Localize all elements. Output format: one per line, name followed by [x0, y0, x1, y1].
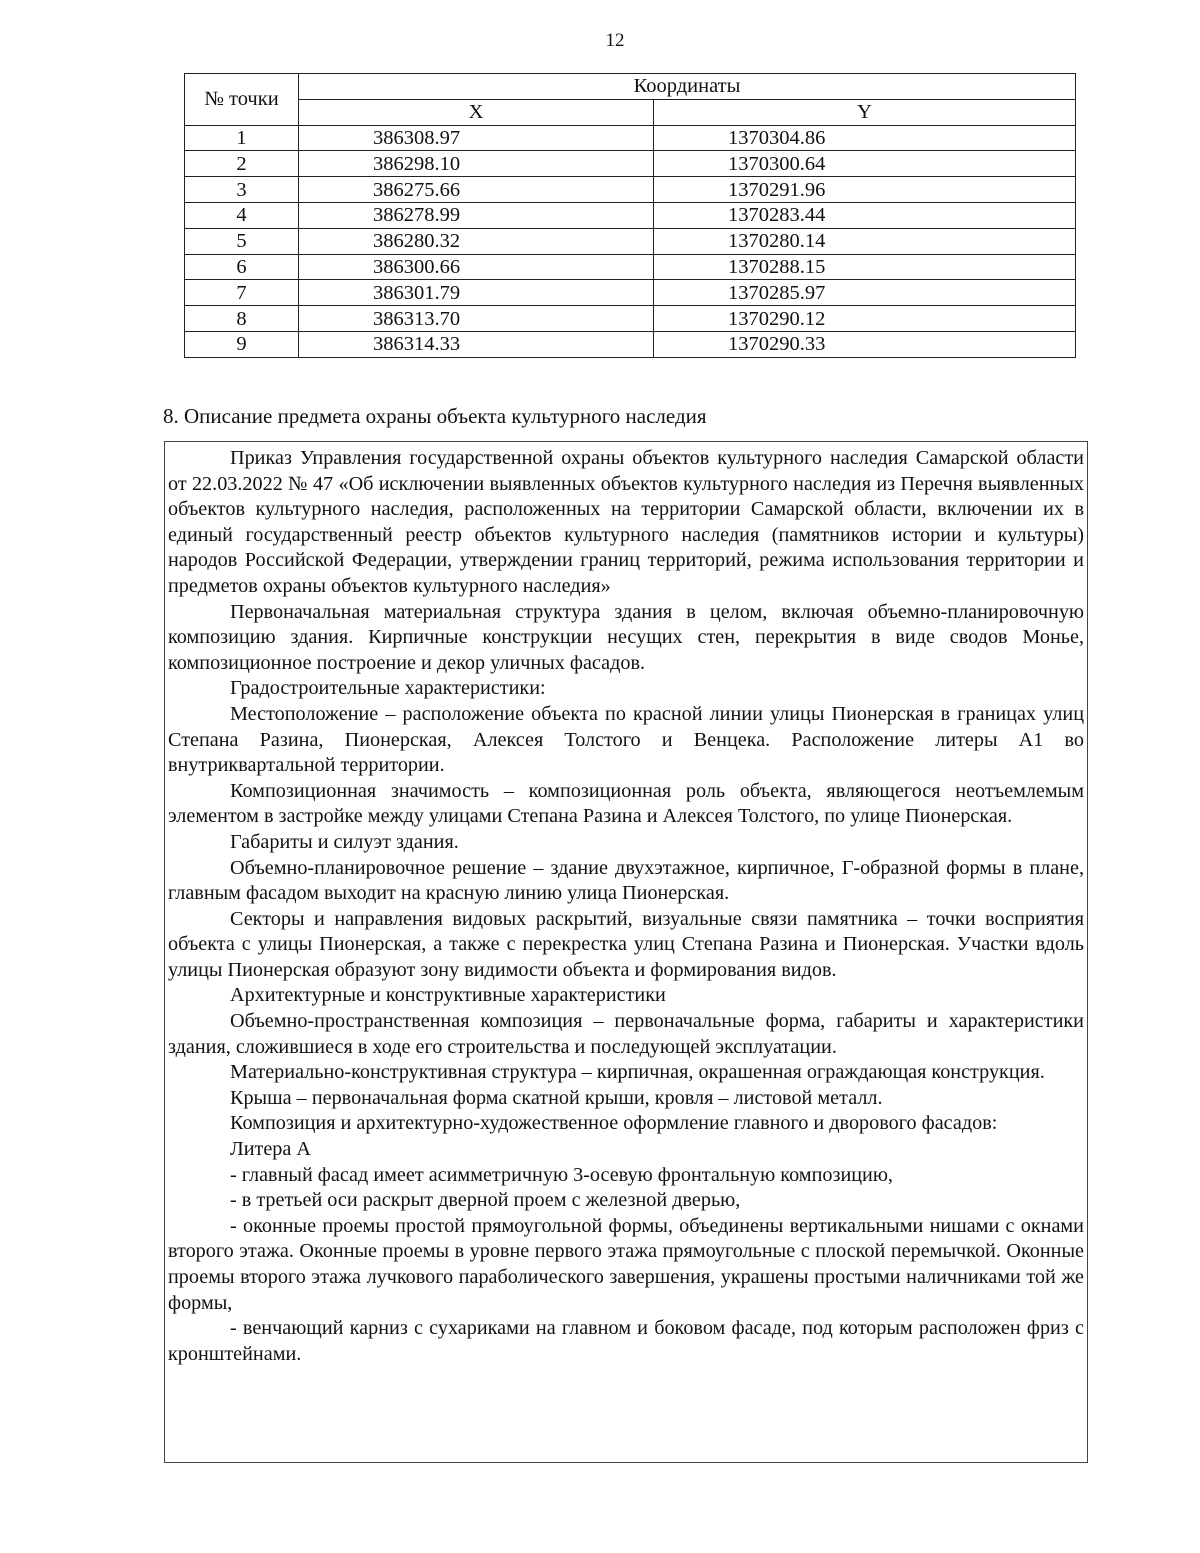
- table-header-row: [185, 74, 1076, 100]
- description-paragraph: Архитектурные и конструктивные характеристики: [230, 984, 666, 1007]
- description-paragraph: Литера А: [230, 1138, 311, 1161]
- x-coordinate-cell: 386314.33: [299, 331, 654, 357]
- protection-subject-description: [164, 441, 1088, 1463]
- description-paragraph: Приказ Управления государственной охраны объектов культурного наследия Самарской области от 22.03.2022 № 47 «Об исключении выявленных объектов культурного наследия из Перечня выявленных объектов культурного наследия, расположенных на территории Самарской области, включении их в единый государственный реестр объектов культурного наследия (памятников истории и культуры) народов Российской Федерации, утверждении границ территорий, режима использования территории и предметов охраны объектов культурного наследия»: [168, 447, 1084, 597]
- description-paragraph: Материально-конструктивная структура – кирпичная, окрашенная ограждающая конструкция.: [230, 1061, 1045, 1084]
- table-row: [185, 202, 1076, 228]
- point-number-cell: 6: [185, 254, 299, 280]
- description-paragraph: - в третьей оси раскрыт дверной проем с железной дверью,: [230, 1189, 741, 1212]
- coordinates-header: Координаты: [299, 74, 1076, 100]
- coordinates-table: [184, 73, 1076, 358]
- point-number-cell: 2: [185, 151, 299, 177]
- table-row: [185, 306, 1076, 332]
- page-number: 12: [605, 30, 625, 51]
- point-number-cell: 3: [185, 177, 299, 203]
- x-header: X: [299, 99, 654, 125]
- y-coordinate-cell: 1370283.44: [654, 202, 1076, 228]
- y-coordinate-cell: 1370280.14: [654, 228, 1076, 254]
- x-coordinate-cell: 386308.97: [299, 125, 654, 151]
- point-number-cell: 8: [185, 306, 299, 332]
- description-paragraph: Объемно-планировочное решение – здание двухэтажное, кирпичное, Г-образной формы в плане, главным фасадом выходит на красную линию улица Пионерская.: [168, 856, 1084, 905]
- description-paragraph: Секторы и направления видовых раскрытий, визуальные связи памятника – точки восприятия объекта с улицы Пионерская, а также с перекрестка улиц Степана Разина и Пионерская. Участки вдоль улицы Пионерская образуют зону видимости объекта и формирования видов.: [168, 907, 1084, 981]
- description-paragraph: Крыша – первоначальная форма скатной крыши, кровля – листовой металл.: [230, 1086, 883, 1109]
- x-coordinate-cell: 386280.32: [299, 228, 654, 254]
- y-coordinate-cell: 1370288.15: [654, 254, 1076, 280]
- description-paragraph: Объемно-пространственная композиция – первоначальные форма, габариты и характеристики здания, сложившиеся в ходе его строительства и последующей эксплуатации.: [168, 1010, 1084, 1058]
- description-paragraph: - главный фасад имеет асимметричную 3-осевую фронтальную композицию,: [230, 1163, 893, 1186]
- description-paragraph: Композиция и архитектурно-художественное оформление главного и дворового фасадов:: [230, 1112, 998, 1135]
- description-paragraph: - оконные проемы простой прямоугольной формы, объединены вертикальными нишами с окнами второго этажа. Оконные проемы в уровне первого этажа прямоугольные с плоской перемычкой. Оконные проемы второго этажа лучкового параболического завершения, украшены простыми наличниками той же формы,: [168, 1214, 1084, 1314]
- description-paragraph: Композиционная значимость – композиционная роль объекта, являющегося неотъемлемым элементом в застройке между улицами Степана Разина и Алексея Толстого, по улице Пионерская.: [168, 779, 1084, 828]
- point-number-header: № точки: [185, 74, 299, 126]
- description-paragraph: - венчающий карниз с сухариками на главном и боковом фасаде, под которым расположен фриз с кронштейнами.: [168, 1317, 1084, 1365]
- y-coordinate-cell: 1370290.12: [654, 306, 1076, 332]
- description-paragraph: Первоначальная материальная структура здания в целом, включая объемно-планировочную композицию здания. Кирпичные конструкции несущих стен, перекрытия в виде сводов Монье, композиционное построение и декор уличных фасадов.: [168, 600, 1084, 674]
- table-subheader-row: [185, 99, 1076, 125]
- y-coordinate-cell: 1370285.97: [654, 280, 1076, 306]
- table-row: [185, 151, 1076, 177]
- table-row: [185, 280, 1076, 306]
- point-number-cell: 7: [185, 280, 299, 306]
- table-row: [185, 254, 1076, 280]
- y-coordinate-cell: 1370304.86: [654, 125, 1076, 151]
- y-coordinate-cell: 1370291.96: [654, 177, 1076, 203]
- x-coordinate-cell: 386298.10: [299, 151, 654, 177]
- y-coordinate-cell: 1370290.33: [654, 331, 1076, 357]
- description-paragraph: Габариты и силуэт здания.: [230, 830, 459, 853]
- description-paragraph: Градостроительные характеристики:: [230, 677, 546, 700]
- point-number-cell: 4: [185, 202, 299, 228]
- table-row: [185, 228, 1076, 254]
- x-coordinate-cell: 386300.66: [299, 254, 654, 280]
- table-row: [185, 125, 1076, 151]
- point-number-cell: 9: [185, 331, 299, 357]
- description-paragraph: Местоположение – расположение объекта по красной линии улицы Пионерская в границах улиц Степана Разина, Пионерская, Алексея Толстого и Венцека. Расположение литеры А1 во внутриквартальной территории.: [168, 702, 1084, 777]
- table-row: [185, 177, 1076, 203]
- section-heading: 8. Описание предмета охраны объекта культурного наследия: [163, 404, 707, 428]
- y-header: Y: [654, 99, 1076, 125]
- point-number-cell: 5: [185, 228, 299, 254]
- x-coordinate-cell: 386301.79: [299, 280, 654, 306]
- point-number-cell: 1: [185, 125, 299, 151]
- x-coordinate-cell: 386275.66: [299, 177, 654, 203]
- coordinates-table-body: [185, 125, 1076, 357]
- x-coordinate-cell: 386278.99: [299, 202, 654, 228]
- x-coordinate-cell: 386313.70: [299, 306, 654, 332]
- y-coordinate-cell: 1370300.64: [654, 151, 1076, 177]
- table-row: [185, 331, 1076, 357]
